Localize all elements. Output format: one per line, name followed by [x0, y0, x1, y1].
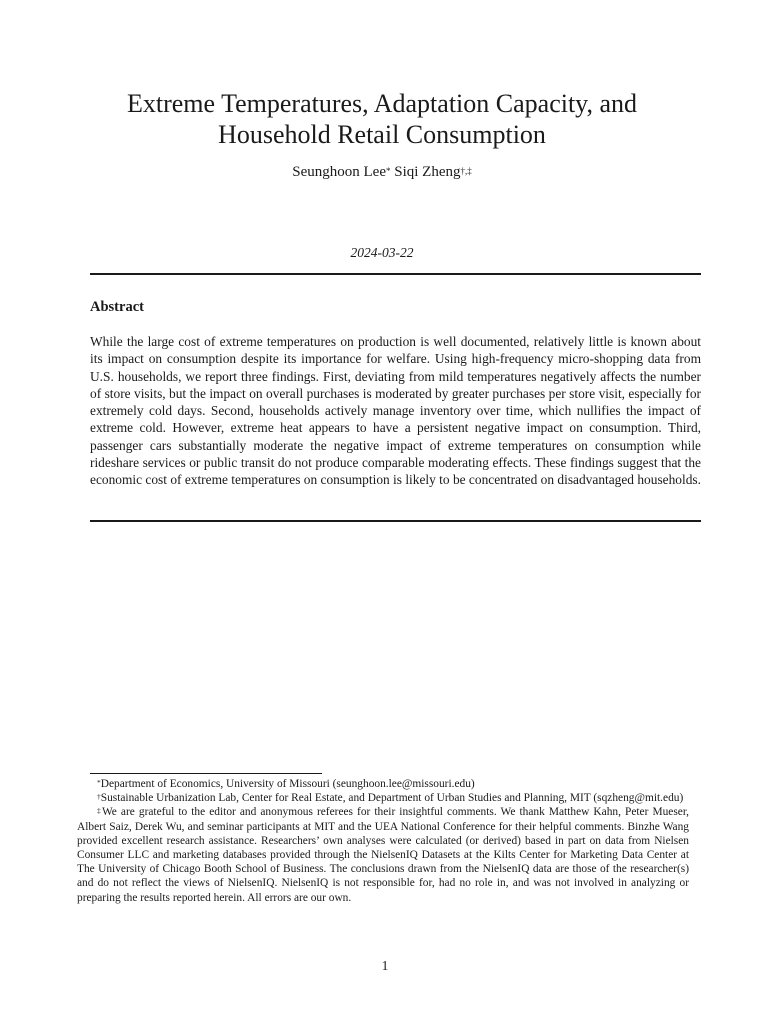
- abstract-heading: Abstract: [90, 299, 144, 315]
- author-name: Seunghoon Lee: [292, 164, 386, 180]
- footnote-text: Sustainable Urbanization Lab, Center for Real Estate, and Department of Urban Studies and Planning, MIT (sqzheng@mit.edu): [100, 792, 684, 805]
- author-footnote-mark: †,‡: [460, 166, 472, 176]
- paper-title-line-2: Household Retail Consumption: [218, 120, 546, 149]
- footnote-mark: †: [97, 792, 101, 802]
- author-footnote-mark: *: [385, 166, 391, 176]
- publication-date: 2024-03-22: [350, 245, 414, 260]
- page-number: 1: [381, 958, 389, 973]
- footnote-mark: *: [97, 778, 101, 787]
- author-list: [90, 162, 674, 182]
- footnote: [77, 777, 689, 791]
- footnotes: [77, 777, 689, 905]
- author-name: Siqi Zheng: [394, 164, 461, 180]
- footnote-separator: [90, 773, 322, 774]
- paper-title-line-1: Extreme Temperatures, Adaptation Capacity, and: [126, 89, 638, 118]
- paper-title: [90, 88, 674, 150]
- footnote: [77, 791, 689, 805]
- abstract-bottom-rule: [90, 520, 701, 522]
- footnote-mark: ‡: [97, 806, 102, 816]
- abstract-top-rule: [90, 273, 701, 275]
- footnote-text: We are grateful to the editor and anonymous referees for their insightful comments. We thank Matthew Kahn, Peter Mueser, Albert Saiz, Derek Wu, and seminar participants at MIT and the UEA National Conference for their helpful comments. Binzhe Wang provided excellent research assistance. Researchers’ own analyses were calculated (or derived) based in part on data from Nielsen Consumer LLC and marketing databases provided through the NielsenIQ Datasets at the Kilts Center for Marketing Data Center at The University of Chicago Booth School of Business. The conclusions drawn from the NielsenIQ data are those of the researcher(s) and do not reflect the views of NielsenIQ. NielsenIQ is not responsible for, had no role in, and was not involved in analyzing or preparing the results reported herein. All errors are our own.: [77, 806, 689, 904]
- footnote: [77, 805, 689, 904]
- footnote-text: Department of Economics, University of Missouri (seunghoon.lee@missouri.edu): [100, 778, 475, 790]
- abstract-text: While the large cost of extreme temperatures on production is well documented, relatively little is known about its impact on consumption despite its importance for welfare. Using high-frequency micro-shopping data from U.S. households, we report three findings. First, deviating from mild temperatures negatively affects the number of store visits, but the impact on overall purchases is moderated by greater purchases per store visit, especially for extremely cold days. Second, households actively manage inventory over time, which nullifies the impact of extreme cold. However, extreme heat appears to have a persistent negative impact on consumption. Third, passenger cars substantially moderate the negative impact of extreme temperatures on consumption while rideshare services or public transit do not produce comparable moderating effects. These findings suggest that the economic cost of extreme temperatures on consumption is likely to be concentrated on disadvantaged households.: [90, 334, 701, 488]
